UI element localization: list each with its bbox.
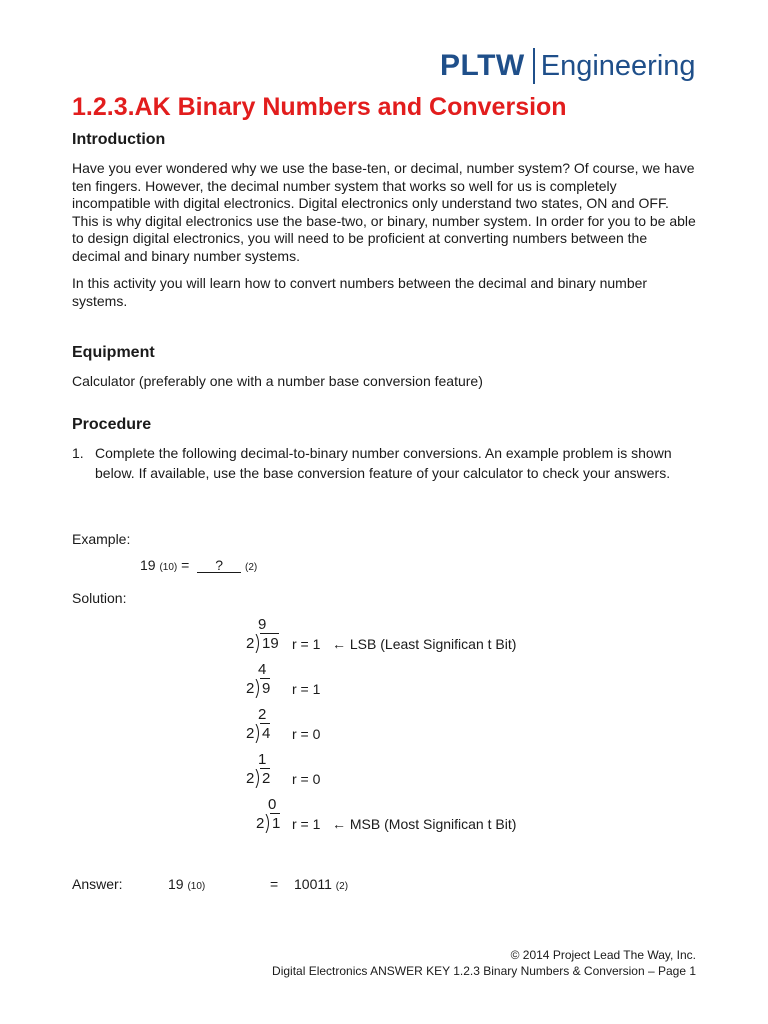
step-2-dividend: 9 (262, 680, 271, 697)
example-label: Example: (72, 531, 131, 547)
footer-page-line: Digital Electronics ANSWER KEY 1.2.3 Binary Numbers & Conversion – Page 1 (272, 964, 696, 978)
example-decimal: 19 (140, 557, 156, 573)
answer-equals: = (270, 876, 279, 892)
step-3-dividend: 4 (262, 725, 271, 742)
equipment-heading: Equipment (72, 344, 155, 361)
answer-binary-group (294, 876, 348, 892)
introduction-heading: Introduction (72, 131, 166, 148)
answer-decimal-base: (10) (187, 881, 206, 892)
procedure-step-number: 1. (72, 445, 84, 461)
step-2-quotient: 4 (258, 661, 267, 678)
logo-divider (533, 48, 535, 84)
step-1-remainder: r = 1 (292, 636, 321, 652)
step-5-note: ← MSB (Most Significan t Bit) (332, 816, 517, 832)
procedure-step-text: Complete the following decimal-to-binary number conversions. An example problem is shown below. If available, use the base conversion feature of your calculator to check your answers. (95, 445, 672, 481)
procedure-heading: Procedure (72, 416, 152, 433)
logo-brand: PLTW (440, 49, 525, 82)
step-5-divisor: 2 (256, 815, 265, 832)
page-title: 1.2.3.AK Binary Numbers and Conversion (72, 93, 567, 121)
step-1-quotient: 9 (258, 616, 267, 633)
example-equals: = (181, 557, 190, 573)
introduction-paragraph-2: In this activity you will learn how to convert numbers between the decimal and binary number systems. (72, 275, 648, 309)
step-4-quotient: 1 (258, 751, 267, 768)
step-5-dividend: 1 (272, 815, 281, 832)
introduction-paragraph-1: Have you ever wondered why we use the base-ten, or decimal, number system? Of course, we have ten fingers. However, the decimal number system that works so well for us is completely incompatible with digital electronics. Digital electronics only understand two states, ON and OFF. This is why digital electronics use the base-two, or binary, number system. In order for you to be able to design digital electronics, you will need to be proficient at converting numbers between the decimal and binary number systems. (72, 160, 696, 264)
step-3-divisor: 2 (246, 725, 255, 742)
logo-product: Engineering (540, 49, 696, 82)
footer-copyright: © 2014 Project Lead The Way, Inc. (510, 948, 696, 962)
step-3-remainder: r = 0 (292, 726, 321, 742)
step-3-quotient: 2 (258, 706, 267, 723)
step-1-divisor: 2 (246, 635, 255, 652)
step-1-dividend: 19 (262, 635, 279, 652)
example-binary-base: (2) (245, 562, 258, 573)
answer-decimal: 19 (168, 876, 184, 892)
example-decimal-base: (10) (159, 562, 178, 573)
answer-label: Answer: (72, 876, 123, 892)
division-step-1 (246, 616, 536, 656)
answer-binary-base: (2) (335, 881, 349, 892)
step-1-note: ← LSB (Least Significan t Bit) (332, 636, 517, 652)
step-5-quotient: 0 (268, 796, 277, 813)
step-5-remainder: r = 1 (292, 816, 321, 832)
step-4-dividend: 2 (262, 770, 271, 787)
answer-binary: 10011 (294, 876, 332, 892)
example-equation (140, 557, 257, 573)
equipment-text: Calculator (preferably one with a number base conversion feature) (72, 373, 483, 389)
step-4-divisor: 2 (246, 770, 255, 787)
step-4-remainder: r = 0 (292, 771, 321, 787)
division-step-2 (246, 661, 366, 701)
division-step-5 (256, 796, 546, 836)
division-step-4 (246, 751, 366, 791)
division-step-3 (246, 706, 366, 746)
step-2-remainder: r = 1 (292, 681, 321, 697)
pltw-engineering-logo (440, 44, 696, 88)
example-unknown: ? (197, 558, 241, 573)
solution-label: Solution: (72, 590, 127, 606)
step-2-divisor: 2 (246, 680, 255, 697)
answer-decimal-group (168, 876, 205, 892)
